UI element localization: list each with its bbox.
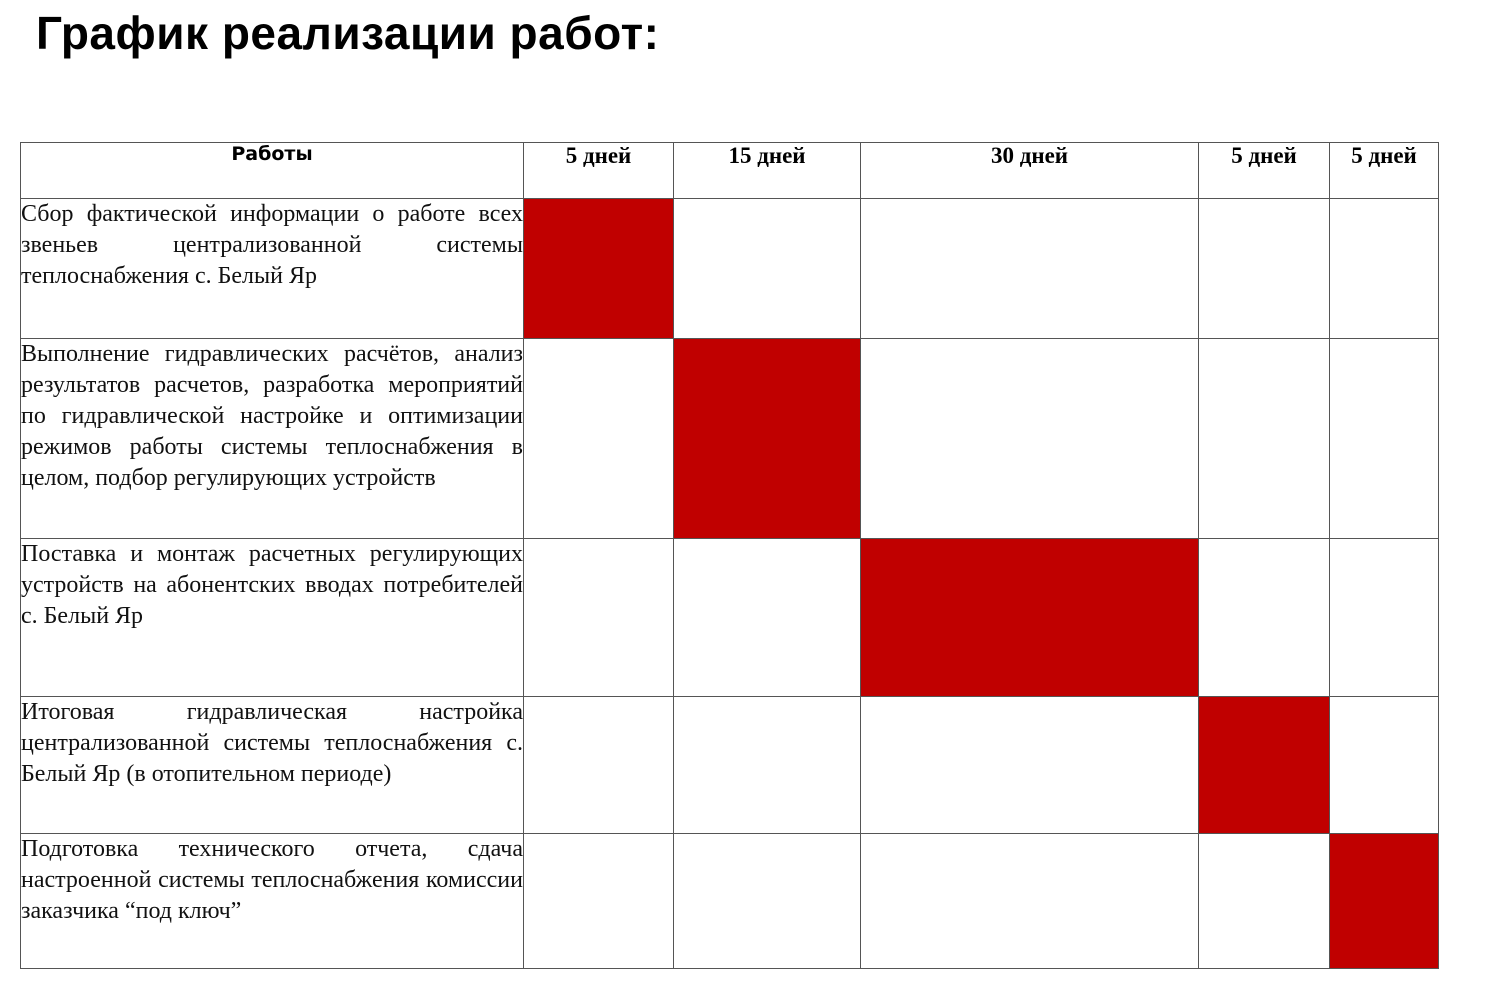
- gantt-cell-empty: [674, 199, 861, 339]
- gantt-cell-empty: [1330, 697, 1439, 834]
- gantt-cell-empty: [1199, 339, 1330, 539]
- gantt-bar-active: [524, 199, 674, 339]
- gantt-cell-empty: [524, 834, 674, 969]
- gantt-cell-empty: [861, 697, 1199, 834]
- gantt-cell-empty: [1330, 199, 1439, 339]
- task-name: Сбор фактической информации о работе всех звеньев централизованной системы теплоснабжения с. Белый Яр: [21, 199, 524, 339]
- gantt-cell-empty: [674, 834, 861, 969]
- works-column-header: Работы: [21, 143, 524, 199]
- table-row: [21, 339, 1439, 539]
- task-name: Подготовка технического отчета, сдача настроенной системы теплоснабжения комиссии заказчика “под ключ”: [21, 834, 524, 969]
- period-header-5: 5 дней: [1330, 143, 1439, 199]
- period-header-4: 5 дней: [1199, 143, 1330, 199]
- gantt-cell-empty: [1199, 199, 1330, 339]
- period-header-3: 30 дней: [861, 143, 1199, 199]
- page-title: График реализации работ:: [36, 7, 660, 59]
- task-name: Итоговая гидравлическая настройка централизованной системы теплоснабжения с. Белый Яр (в отопительном периоде): [21, 697, 524, 834]
- table-row: [21, 697, 1439, 834]
- gantt-cell-empty: [674, 697, 861, 834]
- gantt-cell-empty: [1330, 539, 1439, 697]
- gantt-bar-active: [1330, 834, 1439, 969]
- table-row: [21, 199, 1439, 339]
- gantt-bar-active: [674, 339, 861, 539]
- task-name: Поставка и монтаж расчетных регулирующих устройств на абонентских вводах потребителей с. Белый Яр: [21, 539, 524, 697]
- gantt-bar-active: [861, 539, 1199, 697]
- gantt-schedule-table: [20, 142, 1439, 969]
- gantt-cell-empty: [1330, 339, 1439, 539]
- gantt-cell-empty: [861, 834, 1199, 969]
- gantt-cell-empty: [861, 199, 1199, 339]
- period-header-1: 5 дней: [524, 143, 674, 199]
- task-name: Выполнение гидравлических расчётов, анализ результатов расчетов, разработка мероприятий по гидравлической настройке и оптимизации режимов работы системы теплоснабжения в целом, подбор регулирующих устройств: [21, 339, 524, 539]
- gantt-cell-empty: [524, 339, 674, 539]
- table-row: [21, 834, 1439, 969]
- period-header-2: 15 дней: [674, 143, 861, 199]
- gantt-cell-empty: [524, 539, 674, 697]
- gantt-cell-empty: [1199, 834, 1330, 969]
- gantt-cell-empty: [1199, 539, 1330, 697]
- gantt-cell-empty: [861, 339, 1199, 539]
- gantt-bar-active: [1199, 697, 1330, 834]
- table-row: [21, 539, 1439, 697]
- header-row: [21, 143, 1439, 199]
- gantt-cell-empty: [674, 539, 861, 697]
- gantt-cell-empty: [524, 697, 674, 834]
